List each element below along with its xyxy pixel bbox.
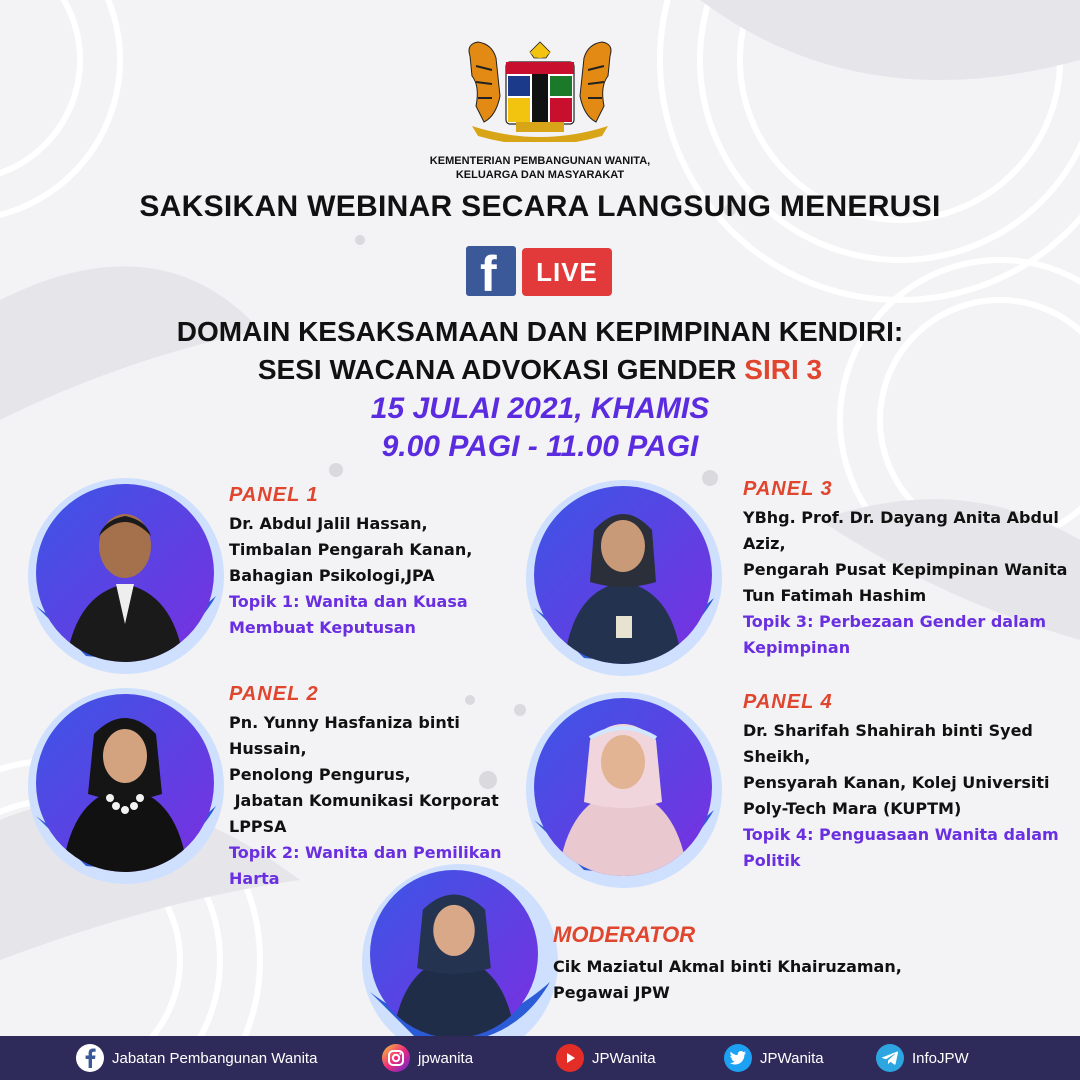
panel-4-topic-cont: Politik [743, 851, 801, 870]
panel-4-name-cont: Sheikh, [743, 747, 811, 766]
coat-of-arms-logo [462, 36, 618, 142]
instagram-icon [382, 1044, 410, 1072]
panel-2-name: Pn. Yunny Hasfaniza binti [229, 713, 460, 732]
moderator-position: Pegawai JPW [553, 983, 670, 1002]
ministry-line-1: KEMENTERIAN PEMBANGUNAN WANITA, [429, 155, 651, 167]
panel-1-org: Bahagian Psikologi,JPA [229, 566, 435, 585]
panel-4-photo [534, 698, 712, 876]
panel-2-org: LPPSA [229, 817, 287, 836]
footer-youtube[interactable] [556, 1044, 656, 1072]
twitter-icon [724, 1044, 752, 1072]
panel-3-label: PANEL 3 [743, 478, 833, 500]
footer-telegram[interactable] [876, 1044, 969, 1072]
moderator-name: Cik Maziatul Akmal binti Khairuzaman, [553, 957, 902, 976]
event-title-main: SESI WACANA ADVOKASI GENDER [257, 354, 745, 385]
panel-3-topic: Topik 3: Perbezaan Gender dalam [743, 612, 1047, 631]
panel-2-label: PANEL 2 [229, 683, 319, 705]
panel-1-position: Timbalan Pengarah Kanan, [229, 540, 473, 559]
facebook-icon [76, 1044, 104, 1072]
event-date: 15 JULAI 2021, KHAMIS [370, 392, 710, 425]
panel-2-dept: Jabatan Komunikasi Korporat [229, 791, 499, 810]
panel-4-info [743, 691, 1059, 874]
panel-4-position: Pensyarah Kanan, Kolej Universiti [743, 773, 1050, 792]
ministry-name [380, 154, 700, 182]
panel-3-info [743, 478, 1067, 661]
panel-2-photo [36, 694, 214, 872]
footer-twitter[interactable] [724, 1044, 824, 1072]
moderator-photo [370, 870, 538, 1038]
panel-1-photo [36, 484, 214, 662]
moderator-info [553, 922, 902, 1006]
panel-4-topic: Topik 4: Penguasaan Wanita dalam [743, 825, 1059, 844]
youtube-label: JPWanita [592, 1049, 656, 1067]
panel-3-org: Tun Fatimah Hashim [743, 586, 927, 605]
panel-2-position: Penolong Pengurus, [229, 765, 411, 784]
live-badge: LIVE [522, 248, 612, 296]
footer-facebook[interactable] [76, 1044, 317, 1072]
moderator-label: MODERATOR [553, 922, 696, 947]
panel-1-info [229, 484, 472, 641]
event-time: 9.00 PAGI - 11.00 PAGI [381, 430, 699, 463]
event-title-line-2 [0, 354, 1080, 386]
facebook-label: Jabatan Pembangunan Wanita [112, 1049, 318, 1067]
panel-4-label: PANEL 4 [743, 691, 833, 713]
panel-3-position: Pengarah Pusat Kepimpinan Wanita [743, 560, 1068, 579]
panel-1-topic: Topik 1: Wanita dan Kuasa [229, 592, 468, 611]
footer-instagram[interactable] [382, 1044, 473, 1072]
panel-4-org: Poly-Tech Mara (KUPTM) [743, 799, 962, 818]
headline: SAKSIKAN WEBINAR SECARA LANGSUNG MENERUSI [139, 190, 941, 223]
panel-2-name-cont: Hussain, [229, 739, 307, 758]
panel-3-name: YBhg. Prof. Dr. Dayang Anita Abdul [743, 508, 1059, 527]
panel-2-topic: Topik 2: Wanita dan Pemilikan [229, 843, 502, 862]
twitter-label: JPWanita [760, 1049, 824, 1067]
panel-1-topic-cont: Membuat Keputusan [229, 618, 416, 637]
telegram-label: InfoJPW [912, 1049, 969, 1067]
event-title-line-1: DOMAIN KESAKSAMAAN DAN KEPIMPINAN KENDIRI: [176, 316, 904, 347]
panel-1-name: Dr. Abdul Jalil Hassan, [229, 514, 428, 533]
panel-3-photo [534, 486, 712, 664]
panel-4-name: Dr. Sharifah Shahirah binti Syed [743, 721, 1033, 740]
ministry-line-2: KELUARGA DAN MASYARAKAT [455, 169, 625, 181]
series-label: SIRI 3 [744, 354, 823, 385]
facebook-icon: f [466, 246, 516, 296]
panel-3-name-cont: Aziz, [743, 534, 786, 553]
panel-1-label: PANEL 1 [229, 484, 319, 506]
panel-2-topic-cont: Harta [229, 869, 280, 888]
social-footer [0, 1036, 1080, 1080]
telegram-icon [876, 1044, 904, 1072]
panel-3-topic-cont: Kepimpinan [743, 638, 851, 657]
panel-2-info [229, 683, 502, 892]
instagram-label: jpwanita [418, 1049, 474, 1067]
youtube-icon [556, 1044, 584, 1072]
